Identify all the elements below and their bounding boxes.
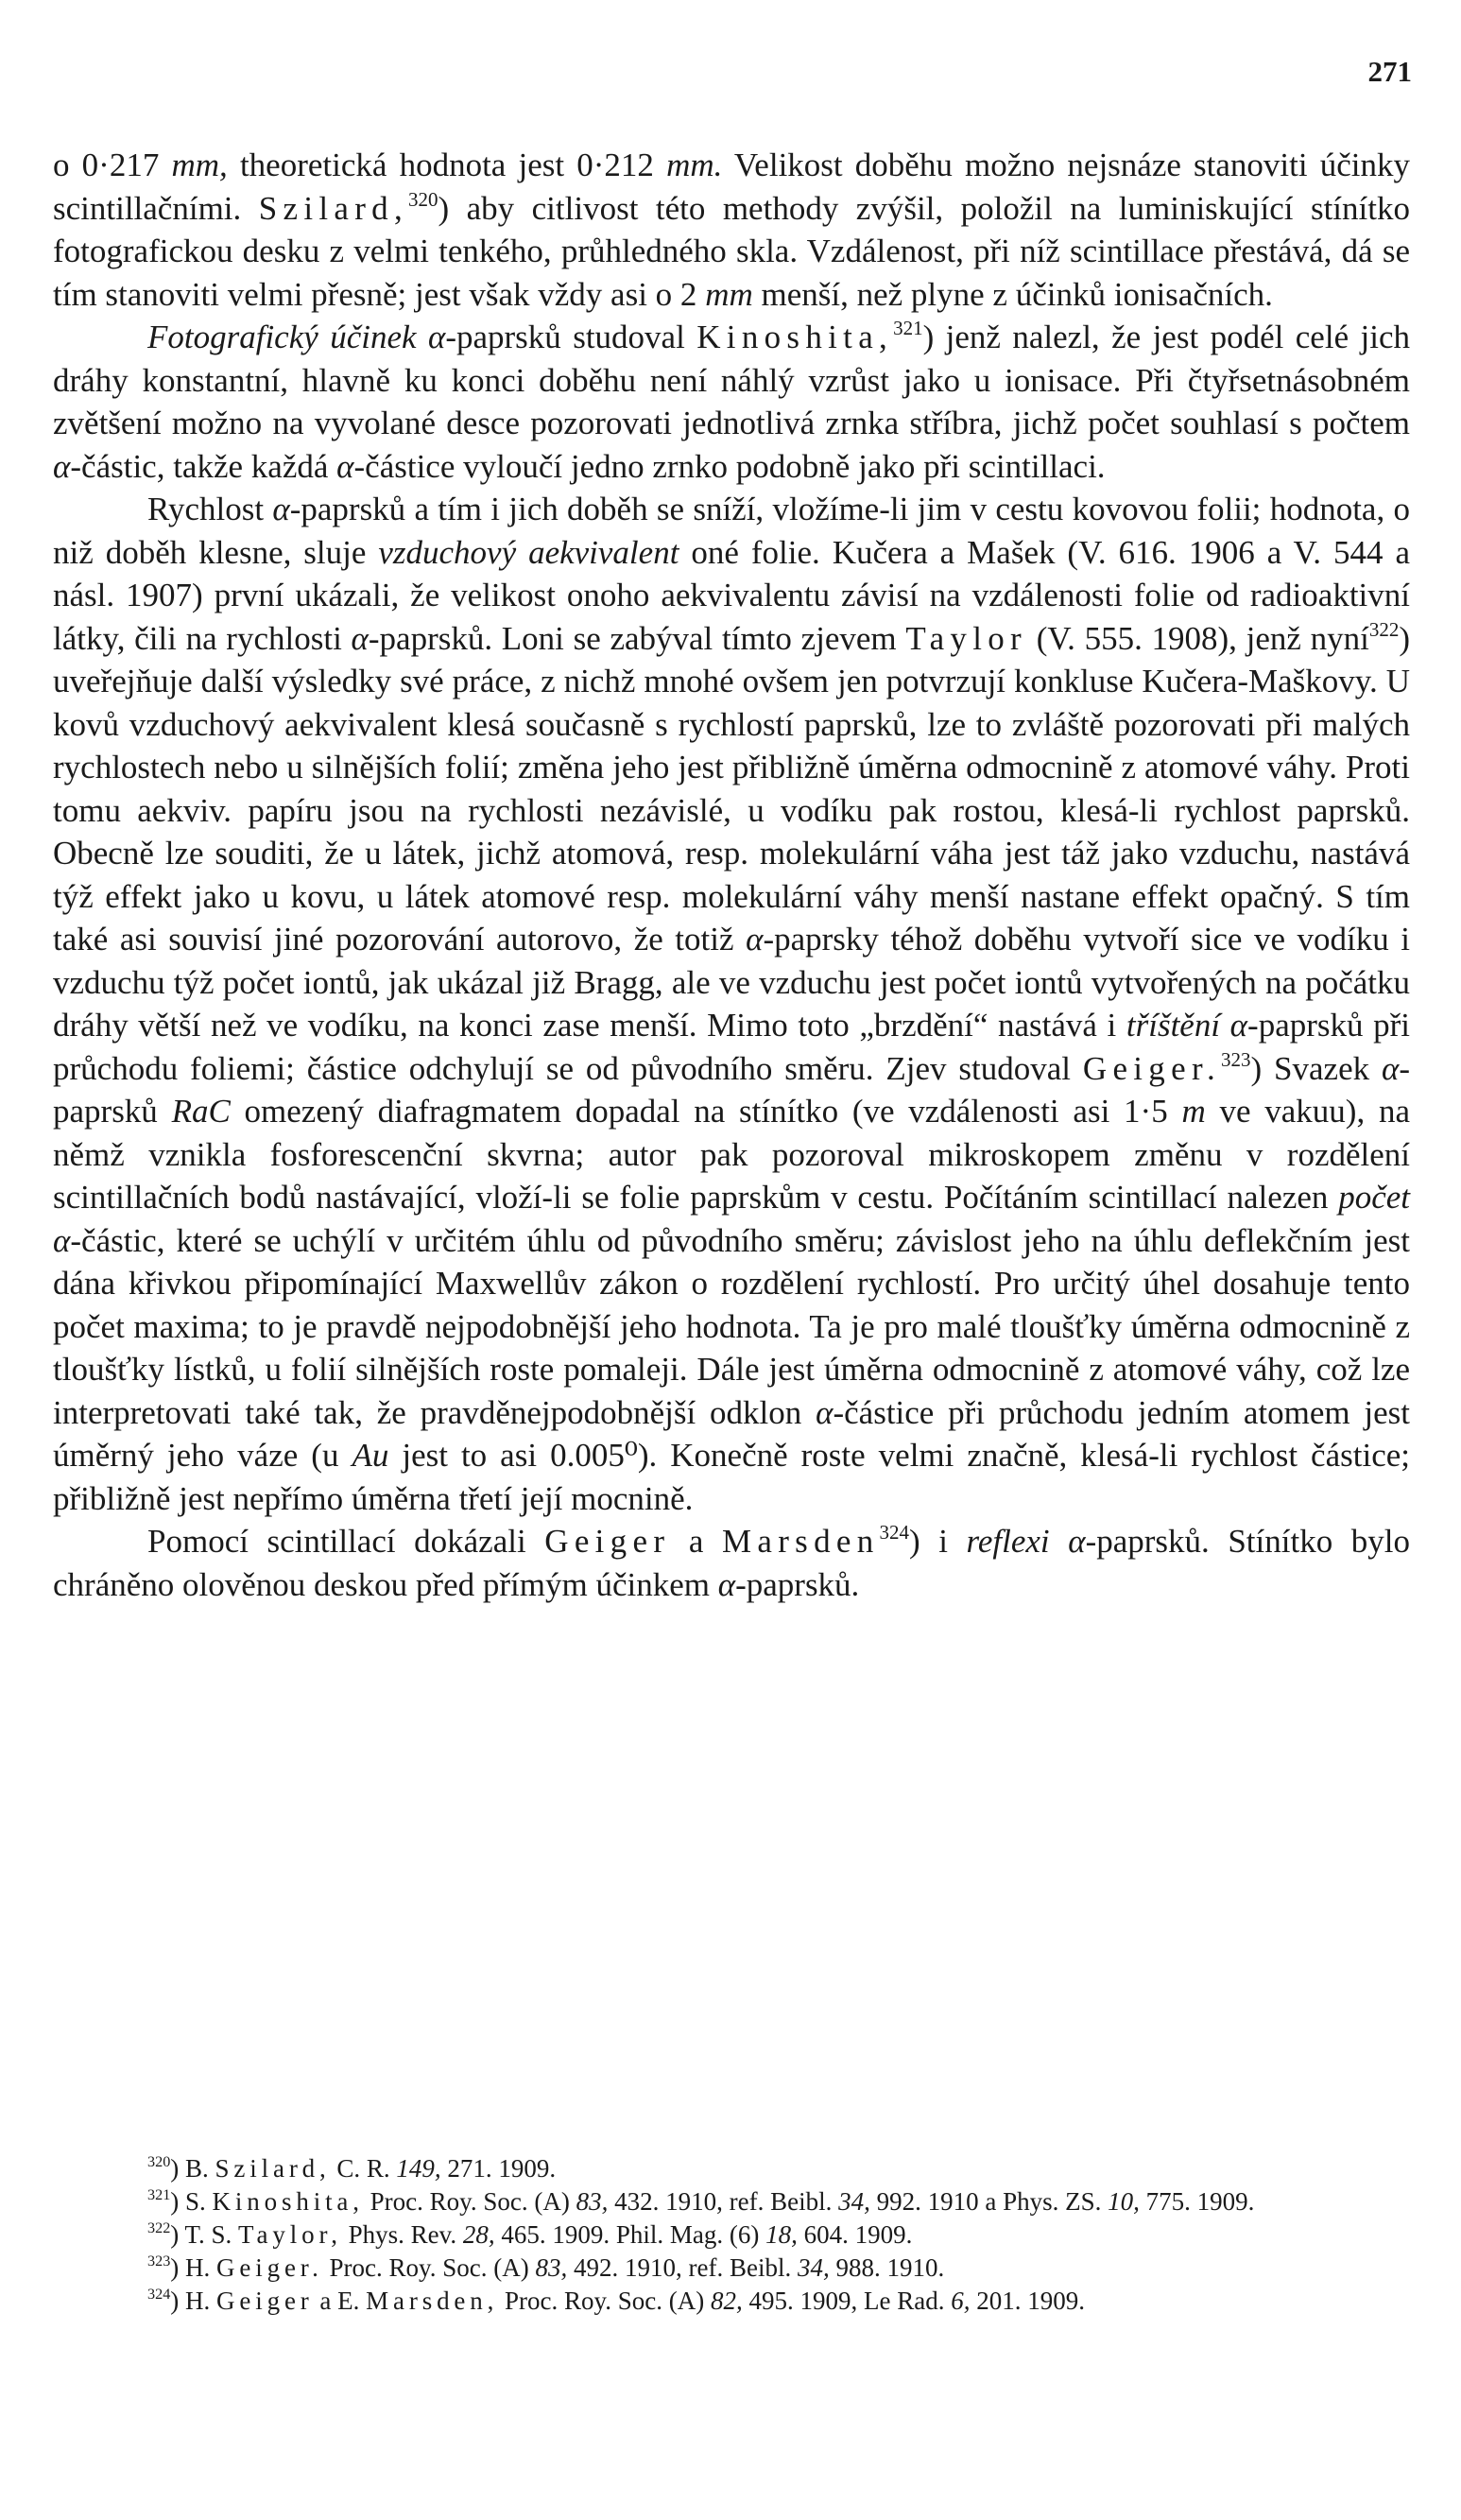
text-run: -částic, takže každá <box>70 447 337 485</box>
text-run: 432. 1910, ref. Beibl. <box>608 2187 839 2216</box>
italic-text: tříštění <box>1126 1007 1221 1044</box>
text-run: jest to asi 0.005⁰). Konečně roste velmi značně, klesá-li rychlost částice; přibližně jest nepřímo úměrna třetí její mocnině. <box>53 1437 1410 1517</box>
italic-text: vzduchový aekvivalent <box>378 533 679 571</box>
italic-text: 149, <box>396 2154 441 2183</box>
text-run <box>1220 1007 1230 1044</box>
spaced-name: Szilard, <box>258 189 409 227</box>
text-run: ) B. <box>170 2154 215 2183</box>
text-run: ) Svazek <box>1250 1049 1382 1087</box>
text-run: -částic, které se uchýlí v určitém úhlu od původního směru; závislost jeho na úhlu deflekčním jest dána křivkou připomínající Maxwellův zákon o rozdělení rychlostí. Pro určitý úhel dosahuje tento počet maxima; to je pravdě nejpodobnější jeho hodnota. Ta je pro malé tloušťky úměrna odmocnině z tloušťky lístků, u folií silnějších roste pomaleji. Dále jest úměrna odmocnině z atomové váhy, což lze interpretovati také tak, že pravděnejpodobnější odklon <box>53 1221 1410 1431</box>
spaced-name: Szilard, <box>215 2154 331 2183</box>
text-run: 271. 1909. <box>440 2154 557 2183</box>
italic-text: α <box>717 1565 736 1603</box>
text-run: menší, než plyne z účinků ionisačních. <box>752 275 1273 313</box>
spaced-name: Geiger. <box>216 2253 323 2282</box>
text-run: 604. 1909. <box>797 2220 913 2249</box>
text-run: ) H. <box>170 2253 217 2282</box>
text-run: 495. 1909, Le Rad. <box>742 2287 952 2315</box>
text-run: Phys. Rev. <box>341 2220 463 2249</box>
footnote-ref: 322 <box>147 2219 171 2237</box>
italic-text: Au <box>352 1437 389 1474</box>
text-run: -paprsků studoval <box>445 319 697 355</box>
paragraph-photographic-effect <box>53 316 1410 488</box>
italic-text: α <box>816 1393 834 1431</box>
italic-text: 28, <box>462 2220 495 2249</box>
text-run: -paprsků při průchodu foliemi; částice odchylují se od původního směru. Zjev studoval <box>53 1007 1410 1087</box>
paragraph-reflection <box>53 1520 1410 1606</box>
text-run: ) i <box>909 1523 967 1560</box>
italic-text: mm. <box>666 147 723 183</box>
italic-text: 34, <box>838 2187 870 2216</box>
italic-text: Fotografický účinek <box>147 319 417 355</box>
footnote-ref: 323 <box>1221 1047 1251 1071</box>
text-run: Proc. Roy. Soc. (A) <box>498 2287 711 2315</box>
text-run: ) S. <box>170 2187 213 2216</box>
italic-text: α <box>53 447 71 485</box>
italic-text: α <box>351 619 369 657</box>
text-run: C. R. <box>330 2154 397 2183</box>
text-run: -paprsků <box>53 1049 1410 1130</box>
text-run: 988. 1910. <box>829 2253 945 2282</box>
italic-text: mm, <box>171 147 228 183</box>
text-run: oné folie. Kučera a Mašek (V. 616. 1906 a V. 544 a násl. 1907) první ukázali, že velikost onoho aekvivalentu závisí na vzdálenosti folie od radioaktivní látky, čili na rychlosti <box>53 533 1410 657</box>
italic-text: α <box>53 1221 71 1259</box>
text-run: -paprsky téhož doběhu vytvoří sice ve vodíku i vzduchu týž počet iontů, jak ukázal již Bragg, ale ve vzduchu jest počet iontů vytvořených na počátku dráhy větší než ve vodíku, na konci zase menší. Mimo toto „brzdění“ nastává i <box>53 921 1411 1044</box>
footnote-ref: 322 <box>1368 617 1400 641</box>
text-run: -částice vyloučí jedno zrnko podobně jako při scintillaci. <box>353 447 1106 485</box>
italic-text: α <box>272 491 290 527</box>
text-run: ) aby citlivost této methody zvýšil, položil na luminiskující stínítko fotografickou desku z velmi tenkého, průhledného skla. Vzdálenost, při níž scintillace přestává, dá se tím stanoviti velmi přesně; jest však vždy asi o 2 <box>53 189 1410 313</box>
paragraph-velocity-and-scattering <box>53 488 1410 1520</box>
text-run: ve vakuu), na němž vznikla fosforescenční skvrna; autor pak pozoroval mikroskopem změnu v rozdělení scintillačních bodů nastávající, vloží-li se folie paprskům v cestu. Počítáním scintillací nalezen <box>53 1093 1410 1216</box>
text-run: a E. <box>313 2287 367 2315</box>
text-run: 465. 1909. Phil. Mag. (6) <box>494 2220 766 2249</box>
text-run: theoretická hodnota jest 0·212 <box>227 147 667 183</box>
italic-text: α <box>427 319 446 355</box>
footnote-322 <box>53 2218 1410 2252</box>
text-run: -paprsků a tím i jich doběh se sníží, vložíme-li jim v cestu kovovou folii; hodnota, o niž doběh klesne, sluje <box>53 491 1410 571</box>
spaced-name: Kinoshita, <box>696 319 894 355</box>
text-run: -paprsků. Stínítko bylo chráněno olověnou deskou před přímým účinkem <box>53 1523 1410 1603</box>
spaced-name: Marsden, <box>366 2287 499 2315</box>
text-run: -paprsků. Loni se zabýval tímto zjevem <box>368 619 906 657</box>
text-run <box>1050 1523 1069 1560</box>
footnote-ref: 321 <box>893 317 923 340</box>
italic-text: 83, <box>535 2253 568 2282</box>
italic-text: počet <box>1338 1179 1410 1216</box>
footnote-323 <box>53 2252 1410 2285</box>
text-run: -částice při průchodu jedním atomem jest úměrný jeho váze (u <box>53 1393 1411 1474</box>
italic-text: α <box>746 921 764 958</box>
text-run <box>417 319 428 355</box>
footnote-ref: 320 <box>408 187 438 211</box>
text-run: ) jenž nalezl, že jest podél celé jich dráhy konstantní, hlavně ku konci doběhu není náhlý vzrůst jako u ionisace. Při čtyřsetnásobném zvětšení možno na vyvolané desce pozorovati jednotlivá zrnka stříbra, jichž počet souhlasí s počtem <box>53 319 1411 441</box>
text-run: 492. 1910, ref. Beibl. <box>567 2253 798 2282</box>
italic-text: α <box>1229 1007 1248 1044</box>
text-run: ) uveřejňuje další výsledky své práce, z nichž mnohé ovšem jen potvrzují konkluse Kučera-Maškovy. U kovů vzduchový aekvivalent klesá současně s rychlostí paprsků, lze to zvláště pozorovati při malých rychlostech nebo u silnějších folií; změna jeho jest přibližně úměrna odmocnině z atomové váhy. Proti tomu aekviv. papíru jsou na rychlosti nezávislé, u vodíku pak rostou, klesá-li rychlost paprsků. Obecně lze souditi, že u látek, jichž atomová, resp. molekulární váha jest táž jako vzduchu, nastává týž effekt jako u kovu, u látek atomové resp. molekulární váhy menší nastane effekt opačný. S tím také asi souvisí jiné pozorování autorovo, že totiž <box>53 619 1411 958</box>
page-number: 271 <box>1367 55 1412 88</box>
spaced-name: Geiger <box>544 1523 671 1560</box>
footnote-321 <box>53 2185 1410 2218</box>
spaced-name: Geiger <box>216 2287 314 2315</box>
spaced-name: Taylor, <box>238 2220 342 2249</box>
text-run: -paprsků. <box>735 1565 860 1603</box>
footnote-ref: 320 <box>147 2153 171 2171</box>
text-run: a <box>670 1523 722 1560</box>
text-run: o 0·217 <box>53 147 172 183</box>
text-run: 992. 1910 a Phys. ZS. <box>869 2187 1109 2216</box>
footnotes <box>53 2152 1410 2318</box>
spaced-name: Geiger. <box>1082 1049 1222 1087</box>
text-run: Pomocí scintillací dokázali <box>147 1523 545 1560</box>
text-run: omezený diafragmatem dopadal na stínítko (ve vzdálenosti asi 1·5 <box>230 1093 1182 1130</box>
footnote-ref: 323 <box>147 2252 171 2270</box>
footnote-320 <box>53 2152 1410 2185</box>
footnote-324 <box>53 2285 1410 2318</box>
italic-text: m <box>1181 1093 1206 1130</box>
text-run: Rychlost <box>147 491 273 527</box>
text-run: 775. 1909. <box>1139 2187 1255 2216</box>
italic-text: 6, <box>951 2287 971 2315</box>
footnote-ref: 324 <box>879 1521 910 1545</box>
italic-text: 82, <box>710 2287 743 2315</box>
spaced-name: Marsden <box>721 1523 880 1560</box>
italic-text: α <box>1068 1523 1086 1560</box>
italic-text: RaC <box>171 1093 231 1130</box>
footnote-ref: 324 <box>147 2286 171 2304</box>
italic-text: 18, <box>765 2220 798 2249</box>
text-run: (V. 555. 1908), jenž nyní <box>1027 619 1369 657</box>
italic-text: mm <box>705 275 753 313</box>
spaced-name: Taylor <box>905 619 1027 657</box>
italic-text: α <box>1381 1049 1400 1087</box>
footnote-ref: 321 <box>147 2186 171 2204</box>
text-run: Proc. Roy. Soc. (A) <box>322 2253 536 2282</box>
italic-text: 83, <box>576 2187 609 2216</box>
text-run: ) H. <box>170 2287 217 2315</box>
article-body <box>53 144 1410 1606</box>
paragraph <box>53 144 1410 316</box>
italic-text: 34, <box>797 2253 830 2282</box>
text-run: ) T. S. <box>170 2220 239 2249</box>
italic-text: α <box>336 447 354 485</box>
text-run: 201. 1909. <box>970 2287 1085 2315</box>
text-run: Velikost doběhu možno nejsnáze stanoviti účinky scintillačními. <box>53 147 1411 227</box>
spaced-name: Kinoshita, <box>212 2187 364 2216</box>
italic-text: 10, <box>1108 2187 1140 2216</box>
italic-text: reflexi <box>966 1523 1050 1560</box>
text-run: Proc. Roy. Soc. (A) <box>363 2187 576 2216</box>
